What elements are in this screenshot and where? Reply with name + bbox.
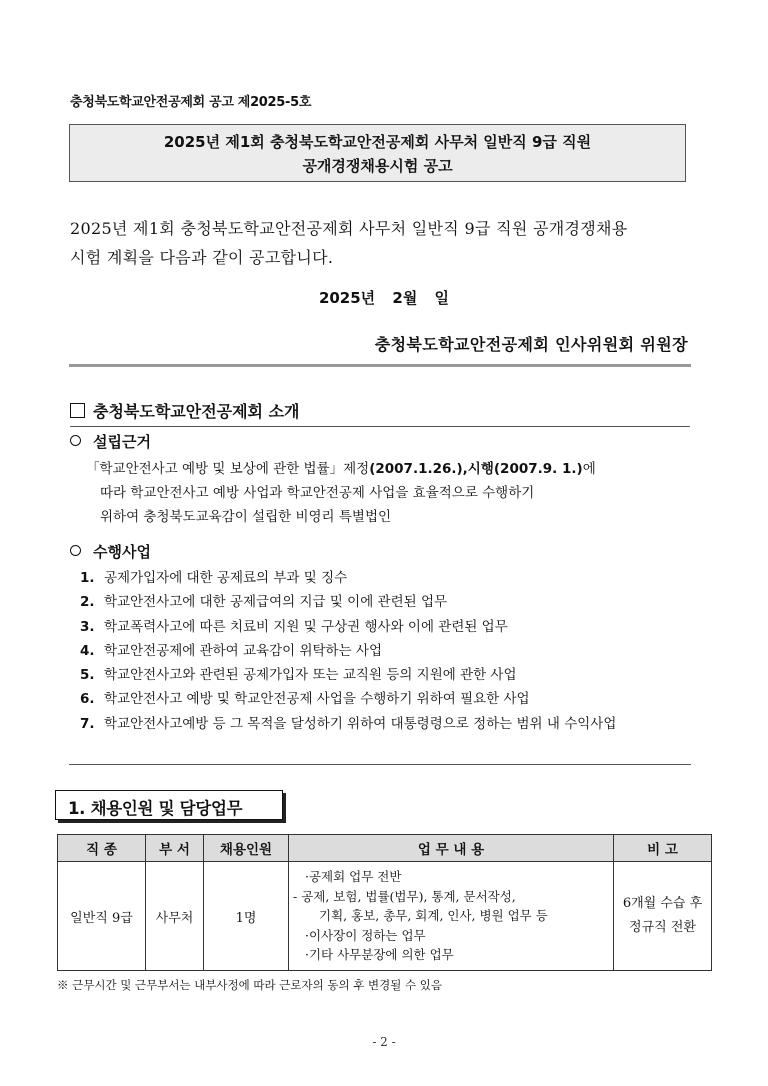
basis-law-text: 「학교안전사고 예방 및 보상에 관한 법률」제정 — [86, 461, 370, 477]
basis-line1-end: 에 — [582, 461, 596, 477]
column-header: 부 서 — [146, 835, 204, 862]
list-item — [80, 712, 692, 736]
basis-paragraph — [86, 457, 692, 529]
basis-line-3: 위하여 충청북도교육감이 설립한 비영리 특별법인 — [100, 509, 392, 525]
duty-line: - 공제, 보험, 법률(법무), 통계, 문서작성, — [293, 888, 516, 904]
item-text: 학교안전사고에 대한 공제급여의 지급 및 이에 관련된 업무 — [104, 594, 448, 611]
notice-number: 충청북도학교안전공제회 공고 제2025-5호 — [70, 95, 312, 110]
remarks-cell — [614, 862, 712, 971]
divider — [69, 764, 691, 765]
basis-line-1 — [86, 457, 692, 481]
circle-bullet-icon — [70, 435, 81, 446]
title-line-1: 2025년 제1회 충청북도학교안전공제회 사무처 일반직 9급 직원 — [163, 133, 592, 151]
item-text: 공제가입자에 대한 공제료의 부과 및 징수 — [104, 570, 348, 586]
item-number: 2. — [80, 594, 95, 611]
column-header: 업 무 내 용 — [289, 835, 614, 862]
table-row — [58, 862, 712, 971]
basis-heading — [70, 431, 151, 452]
item-text: 학교폭력사고에 따른 치료비 지원 및 구상권 행사와 이에 관련된 업무 — [104, 618, 508, 635]
item-text: 학교안전공제에 관하여 교육감이 위탁하는 사업 — [104, 642, 382, 659]
list-item — [80, 687, 692, 711]
item-number: 7. — [80, 715, 95, 732]
item-number: 5. — [80, 667, 95, 684]
duty-line: ·이사장이 정하는 업무 — [305, 927, 426, 943]
intro-line-2: 시험 계획을 다음과 같이 공고합니다. — [70, 248, 334, 267]
page-number: - 2 - — [372, 1035, 396, 1049]
item-number: 1. — [80, 570, 95, 586]
basis-heading-text: 설립근거 — [93, 433, 151, 451]
list-item — [80, 615, 692, 639]
department-cell: 사무처 — [146, 862, 204, 971]
document-title-box — [69, 124, 686, 182]
list-item — [80, 639, 692, 663]
checkbox-square-icon — [70, 403, 85, 418]
business-heading-text: 수행사업 — [93, 543, 151, 561]
business-list — [80, 566, 692, 736]
column-header: 직 종 — [58, 835, 146, 862]
list-item — [80, 590, 692, 614]
headcount-cell: 1명 — [204, 862, 289, 971]
remarks-line: 정규직 전환 — [629, 920, 696, 935]
about-section-heading — [70, 399, 690, 427]
circle-bullet-icon — [70, 545, 81, 556]
basis-dates: (2007.1.26.),시행(2007.9. 1.) — [369, 461, 583, 477]
intro-line-1: 2025년 제1회 충청북도학교안전공제회 사무처 일반직 9급 직원 공개경쟁채용 — [70, 219, 628, 238]
remarks-line: 6개월 수습 후 — [622, 896, 703, 911]
recruitment-table — [57, 834, 712, 971]
table-header-row — [58, 835, 712, 862]
item-number: 3. — [80, 618, 95, 635]
duties-cell — [289, 862, 614, 971]
item-text: 학교안전사고와 관련된 공제가입자 또는 교직원 등의 지원에 관한 사업 — [104, 667, 517, 684]
business-heading — [70, 541, 151, 562]
announcement-date: 2025년 2월 일 — [318, 289, 450, 307]
item-text: 학교안전사고예방 등 그 목적을 달성하기 위하여 대통령령으로 정하는 범위 내 수익사업 — [104, 715, 617, 732]
about-heading-text: 충청북도학교안전공제회 소개 — [93, 402, 300, 421]
table-footnote: ※ 근무시간 및 근무부서는 내부사정에 따라 근로자의 동의 후 변경될 수 있음 — [57, 978, 442, 992]
item-number: 6. — [80, 691, 95, 708]
column-header: 채용인원 — [204, 835, 289, 862]
duty-line: 기획, 홍보, 총무, 회계, 인사, 병원 업무 등 — [319, 908, 548, 924]
duty-line: ·공제회 업무 전반 — [305, 869, 402, 885]
issuer-signature: 충청북도학교안전공제회 인사위원회 위원장 — [374, 335, 688, 354]
item-text: 학교안전사고 예방 및 학교안전공제 사업을 수행하기 위하여 필요한 사업 — [104, 691, 530, 708]
list-item — [80, 663, 692, 687]
title-line-2: 공개경쟁채용시험 공고 — [302, 157, 453, 175]
section-1-heading: 1. 채용인원 및 담당업무 — [55, 790, 283, 820]
divider — [69, 364, 691, 367]
column-header: 비 고 — [614, 835, 712, 862]
basis-line-2: 따라 학교안전사고 예방 사업과 학교안전공제 사업을 효율적으로 수행하기 — [100, 485, 535, 501]
duty-line: ·기타 사무분장에 의한 업무 — [305, 947, 454, 963]
list-item — [80, 566, 692, 590]
item-number: 4. — [80, 642, 95, 659]
job-type-cell: 일반직 9급 — [58, 862, 146, 971]
intro-paragraph — [70, 214, 692, 272]
